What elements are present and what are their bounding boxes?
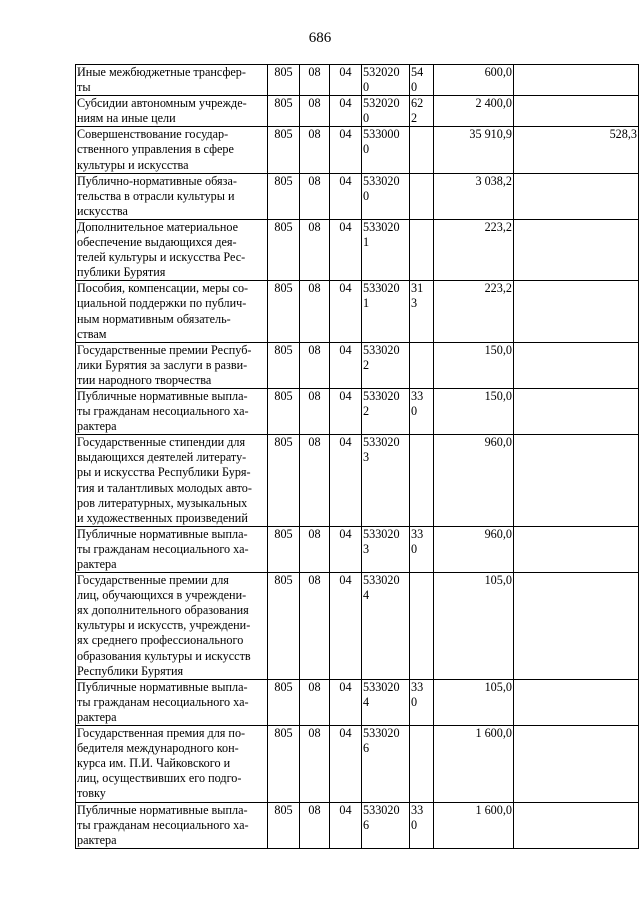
gr-code-cell: 805 <box>268 96 300 127</box>
expense-type-line: 33 <box>411 802 424 817</box>
description-cell <box>76 526 268 572</box>
expense-type-cell <box>410 173 434 219</box>
target-article-cell <box>362 679 410 725</box>
extra-amount-cell <box>514 65 639 96</box>
table-row <box>76 281 639 342</box>
description-line: Государственные стипендии для <box>77 435 246 450</box>
table-row <box>76 726 639 802</box>
description-line: ях дополнительного образования <box>77 603 249 618</box>
description-cell <box>76 219 268 280</box>
expense-type-line: 33 <box>411 679 424 694</box>
description-line: циальной поддержки по публич- <box>77 296 247 311</box>
description-line: обеспечение выдающихся дея- <box>77 235 237 250</box>
target-article-cell <box>362 127 410 173</box>
section-code-cell: 08 <box>300 173 330 219</box>
gr-code-cell: 805 <box>268 526 300 572</box>
description-cell <box>76 726 268 802</box>
description-line: телей культуры и искусства Рес- <box>77 250 246 265</box>
target-article-line: 533020 <box>363 219 400 234</box>
section-code-cell: 08 <box>300 388 330 434</box>
expense-type-cell <box>410 127 434 173</box>
expense-type-cell <box>410 342 434 388</box>
extra-amount-cell: 528,3 <box>514 127 639 173</box>
section-code-cell: 08 <box>300 96 330 127</box>
target-article-line: 2 <box>363 404 370 419</box>
description-line: Публичные нормативные выпла- <box>77 802 248 817</box>
target-article-line: 533020 <box>363 679 400 694</box>
subsection-code-cell: 04 <box>330 573 362 680</box>
expense-type-cell <box>410 726 434 802</box>
expense-type-cell <box>410 281 434 342</box>
section-code-cell: 08 <box>300 435 330 527</box>
section-code-cell: 08 <box>300 127 330 173</box>
section-code-cell: 08 <box>300 573 330 680</box>
table-row <box>76 127 639 173</box>
section-code-cell: 08 <box>300 219 330 280</box>
expense-type-cell <box>410 573 434 680</box>
subsection-code-cell: 04 <box>330 435 362 527</box>
table-row <box>76 573 639 680</box>
description-line: Публично-нормативные обяза- <box>77 173 237 188</box>
description-line: ты гражданам несоциального ха- <box>77 541 249 556</box>
amount-cell: 150,0 <box>434 388 514 434</box>
gr-code-cell: 805 <box>268 802 300 848</box>
description-cell <box>76 573 268 680</box>
amount-cell: 105,0 <box>434 679 514 725</box>
expense-type-line: 0 <box>411 541 418 556</box>
description-line: лики Бурятия за заслуги в разви- <box>77 357 248 372</box>
target-article-cell <box>362 526 410 572</box>
amount-cell: 223,2 <box>434 281 514 342</box>
description-cell <box>76 127 268 173</box>
subsection-code-cell: 04 <box>330 526 362 572</box>
description-cell <box>76 65 268 96</box>
expense-type-line: 0 <box>411 404 418 419</box>
subsection-code-cell: 04 <box>330 65 362 96</box>
amount-cell: 35 910,9 <box>434 127 514 173</box>
description-line: ниям на иные цели <box>77 111 176 126</box>
target-article-line: 0 <box>363 111 370 126</box>
subsection-code-cell: 04 <box>330 173 362 219</box>
target-article-line: 533020 <box>363 526 400 541</box>
description-line: Государственная премия для по- <box>77 726 246 741</box>
target-article-line: 4 <box>363 588 370 603</box>
description-line: курса им. П.И. Чайковского и <box>77 756 231 771</box>
expense-type-cell <box>410 219 434 280</box>
subsection-code-cell: 04 <box>330 802 362 848</box>
section-code-cell: 08 <box>300 679 330 725</box>
target-article-line: 6 <box>363 817 370 832</box>
expense-type-line: 0 <box>411 694 418 709</box>
target-article-line: 533000 <box>363 127 400 142</box>
target-article-line: 0 <box>363 188 370 203</box>
extra-amount-cell <box>514 726 639 802</box>
target-article-line: 532020 <box>363 65 400 79</box>
description-line: ров литературных, музыкальных <box>77 495 248 510</box>
expense-type-line: 2 <box>411 111 418 126</box>
table-row <box>76 173 639 219</box>
target-article-line: 533020 <box>363 573 400 588</box>
extra-amount-cell <box>514 219 639 280</box>
target-article-line: 3 <box>363 541 370 556</box>
expense-type-cell <box>410 526 434 572</box>
expense-type-line: 33 <box>411 388 424 403</box>
target-article-line: 532020 <box>363 96 400 111</box>
gr-code-cell: 805 <box>268 573 300 680</box>
description-line: и художественных произведений <box>77 510 248 525</box>
gr-code-cell: 805 <box>268 435 300 527</box>
extra-amount-cell <box>514 573 639 680</box>
description-line: ты <box>77 80 91 95</box>
table-row <box>76 219 639 280</box>
description-line: Иные межбюджетные трансфер- <box>77 65 246 79</box>
target-article-line: 6 <box>363 741 370 756</box>
target-article-cell <box>362 342 410 388</box>
subsection-code-cell: 04 <box>330 726 362 802</box>
extra-amount-cell <box>514 435 639 527</box>
amount-cell: 1 600,0 <box>434 802 514 848</box>
extra-amount-cell <box>514 281 639 342</box>
description-line: образования культуры и искусств <box>77 648 251 663</box>
extra-amount-cell <box>514 526 639 572</box>
expense-type-line: 31 <box>411 281 424 296</box>
subsection-code-cell: 04 <box>330 219 362 280</box>
description-line: рактера <box>77 557 117 571</box>
target-article-cell <box>362 65 410 96</box>
target-article-line: 533020 <box>363 435 400 450</box>
target-article-cell <box>362 388 410 434</box>
description-line: Пособия, компенсации, меры со- <box>77 281 249 296</box>
expense-type-cell <box>410 388 434 434</box>
table-row <box>76 342 639 388</box>
page-number: 686 <box>308 30 332 46</box>
gr-code-cell: 805 <box>268 726 300 802</box>
description-line: ры и искусства Республики Буря- <box>77 465 251 480</box>
description-line: культуры и искусства <box>77 157 189 172</box>
amount-cell: 3 038,2 <box>434 173 514 219</box>
gr-code-cell: 805 <box>268 127 300 173</box>
description-line: тия и талантливых молодых авто- <box>77 480 252 495</box>
expense-type-cell <box>410 435 434 527</box>
description-line: ственного управления в сфере <box>77 142 234 157</box>
target-article-cell <box>362 219 410 280</box>
subsection-code-cell: 04 <box>330 281 362 342</box>
expense-type-line: 54 <box>411 65 424 79</box>
description-line: публики Бурятия <box>77 265 166 280</box>
description-line: ствам <box>77 326 107 341</box>
description-cell <box>76 388 268 434</box>
target-article-cell <box>362 802 410 848</box>
expense-type-line: 0 <box>411 817 418 832</box>
target-article-cell <box>362 173 410 219</box>
amount-cell: 2 400,0 <box>434 96 514 127</box>
description-line: Субсидии автономным учрежде- <box>77 96 247 111</box>
expense-type-line: 62 <box>411 96 424 111</box>
description-cell <box>76 679 268 725</box>
expense-type-line: 3 <box>411 296 418 311</box>
description-line: Совершенствование государ- <box>77 127 229 142</box>
section-code-cell: 08 <box>300 342 330 388</box>
amount-cell: 600,0 <box>434 65 514 96</box>
description-line: выдающихся деятелей литерату- <box>77 450 247 465</box>
description-cell <box>76 342 268 388</box>
subsection-code-cell: 04 <box>330 388 362 434</box>
description-cell <box>76 96 268 127</box>
section-code-cell: 08 <box>300 726 330 802</box>
description-line: ты гражданам несоциального ха- <box>77 694 249 709</box>
description-line: ты гражданам несоциального ха- <box>77 404 249 419</box>
description-cell <box>76 173 268 219</box>
target-article-line: 4 <box>363 694 370 709</box>
description-line: лиц, обучающихся в учреждени- <box>77 588 247 603</box>
table-row <box>76 526 639 572</box>
description-line: Государственные премии для <box>77 573 229 588</box>
expense-type-line: 0 <box>411 80 418 95</box>
target-article-line: 1 <box>363 296 370 311</box>
description-cell <box>76 281 268 342</box>
description-line: Публичные нормативные выпла- <box>77 526 248 541</box>
extra-amount-cell <box>514 388 639 434</box>
amount-cell: 1 600,0 <box>434 726 514 802</box>
expense-type-cell <box>410 65 434 96</box>
description-line: бедителя международного кон- <box>77 741 239 756</box>
description-line: ты гражданам несоциального ха- <box>77 817 249 832</box>
target-article-line: 2 <box>363 357 370 372</box>
target-article-cell <box>362 726 410 802</box>
table-row <box>76 802 639 848</box>
section-code-cell: 08 <box>300 802 330 848</box>
description-line: культуры и искусств, учреждени- <box>77 618 251 633</box>
amount-cell: 223,2 <box>434 219 514 280</box>
table-row <box>76 435 639 527</box>
subsection-code-cell: 04 <box>330 96 362 127</box>
budget-table <box>75 64 639 849</box>
expense-type-cell <box>410 802 434 848</box>
extra-amount-cell <box>514 342 639 388</box>
description-line: ным нормативным обязатель- <box>77 311 231 326</box>
expense-type-line: 33 <box>411 526 424 541</box>
description-line: Публичные нормативные выпла- <box>77 679 248 694</box>
target-article-line: 1 <box>363 235 370 250</box>
description-line: тии народного творчества <box>77 372 212 387</box>
description-cell <box>76 435 268 527</box>
target-article-line: 0 <box>363 80 370 95</box>
target-article-cell <box>362 573 410 680</box>
target-article-line: 533020 <box>363 726 400 741</box>
description-line: товку <box>77 786 106 801</box>
expense-type-cell <box>410 679 434 725</box>
section-code-cell: 08 <box>300 65 330 96</box>
description-cell <box>76 802 268 848</box>
gr-code-cell: 805 <box>268 219 300 280</box>
target-article-line: 533020 <box>363 388 400 403</box>
description-line: Республики Бурятия <box>77 663 184 678</box>
subsection-code-cell: 04 <box>330 127 362 173</box>
description-line: рактера <box>77 832 117 847</box>
description-line: рактера <box>77 419 117 434</box>
gr-code-cell: 805 <box>268 679 300 725</box>
table-row <box>76 388 639 434</box>
description-line: тельства в отрасли культуры и <box>77 188 235 203</box>
gr-code-cell: 805 <box>268 65 300 96</box>
subsection-code-cell: 04 <box>330 342 362 388</box>
target-article-line: 3 <box>363 450 370 465</box>
table-row <box>76 65 639 96</box>
amount-cell: 960,0 <box>434 526 514 572</box>
extra-amount-cell <box>514 96 639 127</box>
target-article-cell <box>362 96 410 127</box>
extra-amount-cell <box>514 679 639 725</box>
table-row <box>76 96 639 127</box>
description-line: Публичные нормативные выпла- <box>77 388 248 403</box>
description-line: искусства <box>77 203 128 218</box>
amount-cell: 105,0 <box>434 573 514 680</box>
target-article-line: 533020 <box>363 281 400 296</box>
amount-cell: 960,0 <box>434 435 514 527</box>
description-line: лиц, осуществивших его подго- <box>77 771 242 786</box>
target-article-cell <box>362 435 410 527</box>
expense-type-cell <box>410 96 434 127</box>
gr-code-cell: 805 <box>268 388 300 434</box>
extra-amount-cell <box>514 173 639 219</box>
section-code-cell: 08 <box>300 526 330 572</box>
subsection-code-cell: 04 <box>330 679 362 725</box>
description-line: ях среднего профессионального <box>77 633 244 648</box>
target-article-line: 533020 <box>363 342 400 357</box>
target-article-cell <box>362 281 410 342</box>
description-line: Государственные премии Респуб- <box>77 342 252 357</box>
extra-amount-cell <box>514 802 639 848</box>
target-article-line: 533020 <box>363 173 400 188</box>
description-line: Дополнительное материальное <box>77 219 238 234</box>
amount-cell: 150,0 <box>434 342 514 388</box>
target-article-line: 533020 <box>363 802 400 817</box>
table-row <box>76 679 639 725</box>
description-line: рактера <box>77 709 117 724</box>
gr-code-cell: 805 <box>268 281 300 342</box>
target-article-line: 0 <box>363 142 370 157</box>
section-code-cell: 08 <box>300 281 330 342</box>
gr-code-cell: 805 <box>268 173 300 219</box>
gr-code-cell: 805 <box>268 342 300 388</box>
